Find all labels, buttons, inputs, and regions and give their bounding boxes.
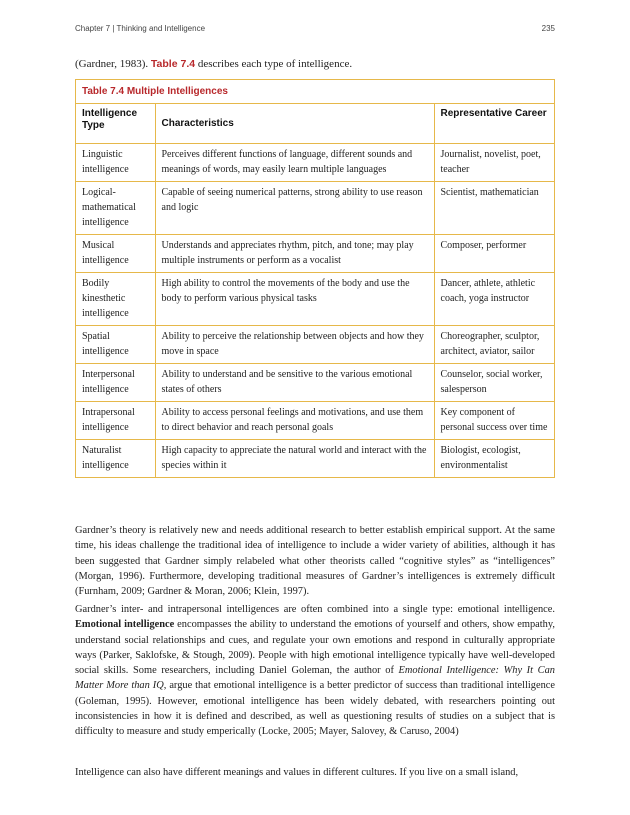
table-cell: Choreographer, sculptor, architect, aviator, sailor xyxy=(434,326,554,364)
table-row xyxy=(76,144,554,182)
key-term: Emotional intelligence xyxy=(75,619,175,631)
table-cell: Perceives different functions of language, different sounds and meanings of words, may easily learn multiple languages xyxy=(155,144,434,182)
text-run: Gardner’s inter- and intrapersonal intelligences are often combined into a single type: emotional intelligence. xyxy=(75,604,555,615)
multiple-intelligences-table xyxy=(75,79,555,478)
table-cell: Capable of seeing numerical patterns, strong ability to use reason and logic xyxy=(155,182,434,235)
table-row xyxy=(76,326,554,364)
table-row xyxy=(76,182,554,235)
page-number: 235 xyxy=(541,24,555,33)
table-cell: Linguistic intelligence xyxy=(76,144,155,182)
table-row xyxy=(76,402,554,440)
table-cell: Interpersonal intelligence xyxy=(76,364,155,402)
table-cell: Counselor, social worker, salesperson xyxy=(434,364,554,402)
table-row xyxy=(76,273,554,326)
intro-citation: (Gardner, 1983). xyxy=(75,58,151,70)
table-cell: Bodily kinesthetic intelligence xyxy=(76,273,155,326)
table-caption: Table 7.4 Multiple Intelligences xyxy=(76,80,554,104)
column-header: Representative Career xyxy=(434,104,554,144)
table-row xyxy=(76,235,554,273)
table-cell: Intrapersonal intelligence xyxy=(76,402,155,440)
table-cell: Ability to access personal feelings and motivations, and use them to direct behavior and reach personal goals xyxy=(155,402,434,440)
column-header: Characteristics xyxy=(155,104,434,144)
text-run: , argue that emotional intelligence is a better predictor of success than traditional intelligence (Goleman, 1995). However, emotional intelligence has been widely debated, with researchers pointing out inconsistencies in how it is defined and described, as well as questioning results of studies on a subject that is difficulty to measure and study emperically (Locke, 2005; Mayer, Salovey, & Caruso, 2004) xyxy=(75,680,555,738)
table-row xyxy=(76,364,554,402)
table-reference-link[interactable]: Table 7.4 xyxy=(150,58,196,70)
table-cell: High ability to control the movements of the body and use the body to perform various physical tasks xyxy=(155,273,434,326)
table-row xyxy=(76,440,554,478)
table-cell: Musical intelligence xyxy=(76,235,155,273)
chapter-title: Chapter 7 | Thinking and Intelligence xyxy=(75,24,206,33)
table-cell: Composer, performer xyxy=(434,235,554,273)
table-cell: Logical-mathematical intelligence xyxy=(76,182,155,235)
column-header: Intelligence Type xyxy=(76,104,155,144)
table-cell: Dancer, athlete, athletic coach, yoga instructor xyxy=(434,273,554,326)
paragraph-emotional-intelligence xyxy=(75,602,555,740)
table-cell: Journalist, novelist, poet, teacher xyxy=(434,144,554,182)
table-cell: Naturalist intelligence xyxy=(76,440,155,478)
intro-rest: describes each type of intelligence. xyxy=(195,58,353,70)
table-cell: Ability to perceive the relationship between objects and how they move in space xyxy=(155,326,434,364)
table-cell: Biologist, ecologist, environmentalist xyxy=(434,440,554,478)
table-header-row xyxy=(76,104,554,144)
table-cell: Understands and appreciates rhythm, pitch, and tone; may play multiple instruments or perform as a vocalist xyxy=(155,235,434,273)
intro-sentence xyxy=(75,58,352,70)
paragraph-culture: Intelligence can also have different meanings and values in different cultures. If you live on a small island, xyxy=(75,767,519,778)
paragraph-gardner-critique: Gardner’s theory is relatively new and needs additional research to better establish empirical support. At the same time, his ideas challenge the traditional idea of intelligence to include a wider variety of abilities, although it has been suggested that Gardner simply relabeled what other theorists called “cognitive styles” as “intelligences” (Morgan, 1996). Furthermore, developing traditional measures of Gardner’s intelligences is extremely difficult (Furnham, 2009; Gardner & Moran, 2006; Klein, 1997). xyxy=(75,525,555,598)
table-cell: Scientist, mathematician xyxy=(434,182,554,235)
table-cell: High capacity to appreciate the natural world and interact with the species within it xyxy=(155,440,434,478)
table-cell: Ability to understand and be sensitive to the various emotional states of others xyxy=(155,364,434,402)
table-cell: Spatial intelligence xyxy=(76,326,155,364)
text-run: encompasses the ability to understand the emotions of yourself and others, show empathy, understand social relationships and cues, and regulate your own emotions and respond in culturally appropriate ways (Parker, Saklofske, & Stough, 2009). People with high emotional intelligence typically have well-developed social skills. Some researchers, including Daniel Goleman, the author of xyxy=(75,619,555,677)
table-cell: Key component of personal success over time xyxy=(434,402,554,440)
book-title: Emotional Intelligence: Why It Can Matter More than IQ xyxy=(75,665,555,692)
